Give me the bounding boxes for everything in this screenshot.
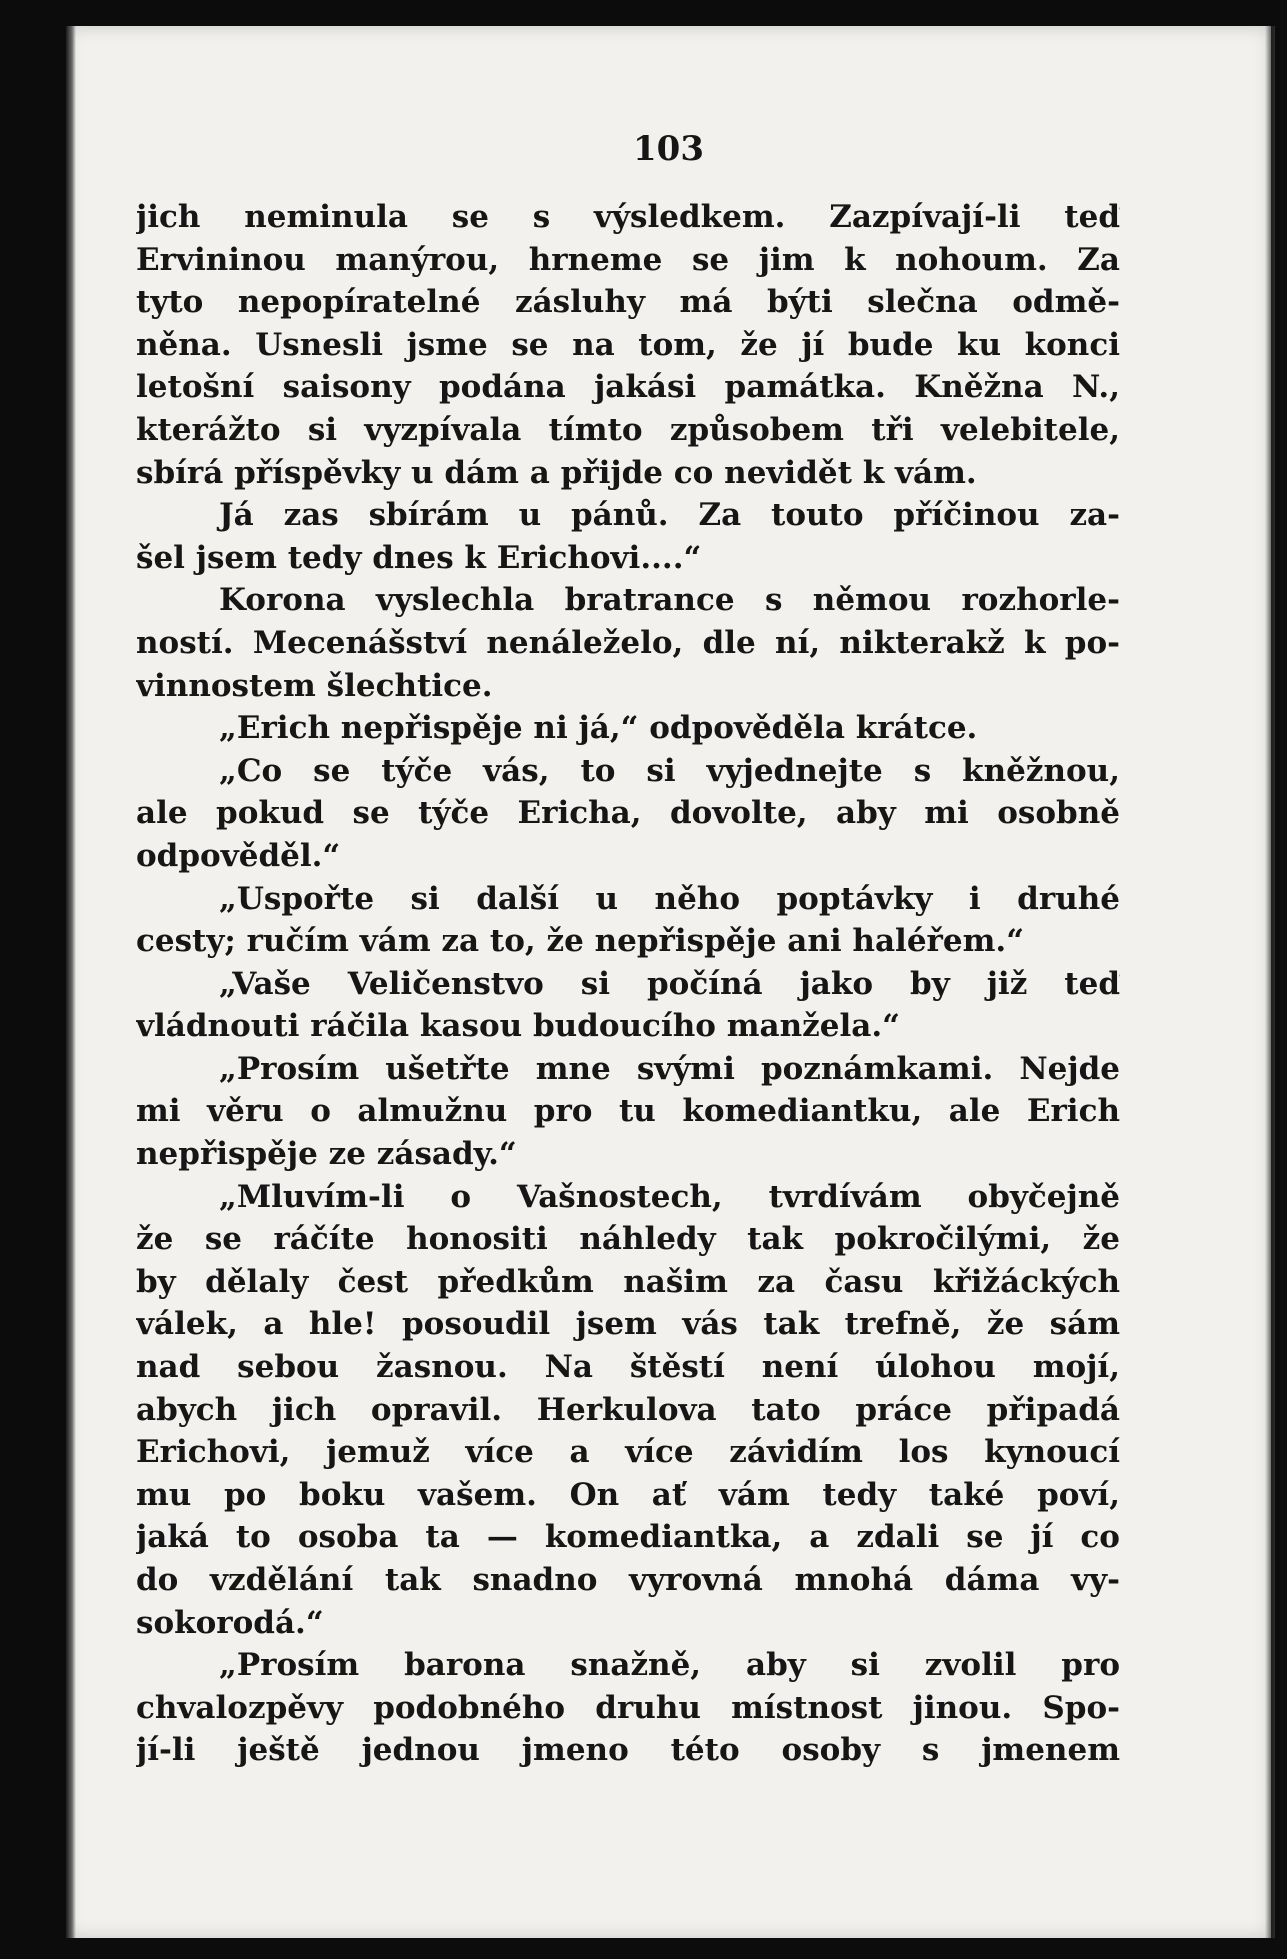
- text-line: jich neminula se s výsledkem. Zazpívají-li teď: [136, 199, 1120, 235]
- page-gutter-shadow: [66, 26, 76, 1938]
- text-line: ale pokud se týče Ericha, dovolte, aby mi osobně: [136, 795, 1120, 832]
- text-line: „Prosím barona snažně, aby si zvolil pro: [219, 1647, 1120, 1684]
- text-line: něna. Usnesli jsme se na tom, že jí bude ku konci: [136, 326, 1120, 363]
- page-edge-shadow: [1265, 26, 1275, 1938]
- text-line: sbírá příspěvky u dám a přijde co nevidět k vám.: [136, 454, 977, 491]
- text-line: „Mluvím-li o Vašnostech, tvrdívám obyčejně: [219, 1178, 1120, 1215]
- text-line: šel jsem tedy dnes k Erichovi....“: [136, 539, 702, 576]
- text-line: mu po boku vašem. On ať vám tedy také poví,: [136, 1476, 1120, 1513]
- text-line: ností. Mecenášství nenáleželo, dle ní, nikterakž k po-: [136, 624, 1120, 661]
- text-line: nad sebou žasnou. Na štěstí není úlohou mojí,: [136, 1349, 1120, 1386]
- text-line: „Uspořte si další u něho poptávky i druhé: [219, 880, 1120, 917]
- text-line: jaká to osoba ta — komediantka, a zdali se jí co: [136, 1519, 1120, 1556]
- text-line: tyto nepopíratelné zásluhy má býti slečna odmě-: [136, 284, 1120, 321]
- page-number: 103: [633, 129, 704, 169]
- text-line: abych jich opravil. Herkulova tato práce připadá: [136, 1391, 1120, 1428]
- text-line: „Erich nepřispěje ni já,“ odpověděla krátce.: [219, 710, 978, 747]
- text-line: Ervininou manýrou, hrneme se jim k nohoum. Za: [136, 241, 1120, 278]
- text-line: cesty; ručím vám za to, že nepřispěje ani haléřem.“: [136, 923, 1025, 960]
- text-line: mi věru o almužnu pro tu komediantku, ale Erich: [136, 1093, 1120, 1130]
- body-text: [136, 196, 1120, 1772]
- text-line: „Prosím ušetřte mne svými poznámkami. Nejde: [219, 1050, 1120, 1087]
- text-line: „Co se týče vás, to si vyjednejte s kněžnou,: [219, 752, 1120, 789]
- text-line: že se ráčíte honositi náhledy tak pokročilými, že: [136, 1221, 1120, 1258]
- text-line: válek, a hle! posoudil jsem vás tak trefně, že sám: [136, 1306, 1120, 1343]
- text-line: odpověděl.“: [136, 837, 341, 874]
- text-line: Erichovi, jemuž více a více závidím los kynoucí: [136, 1434, 1120, 1471]
- text-line: letošní saisony podána jakási památka. Kněžna N.,: [136, 369, 1120, 406]
- text-line: sokorodá.“: [136, 1604, 324, 1641]
- text-line: Korona vyslechla bratrance s němou rozhorle-: [219, 582, 1120, 619]
- text-line: by dělaly čest předkům našim za času křižáckých: [136, 1263, 1120, 1300]
- text-line: do vzdělání tak snadno vyrovná mnohá dáma vy-: [136, 1562, 1120, 1598]
- text-line: nepřispěje ze zásady.“: [136, 1136, 517, 1173]
- text-line: kterážto si vyzpívala tímto způsobem tři velebitele,: [136, 411, 1120, 448]
- text-line: „Vaše Veličenstvo si počíná jako by již teď: [219, 965, 1120, 1002]
- text-line: jí-li ještě jednou jmeno této osoby s jmenem: [136, 1732, 1120, 1769]
- text-line: vinnostem šlechtice.: [136, 667, 493, 704]
- text-line: chvalozpěvy podobného druhu místnost jinou. Spo-: [136, 1689, 1120, 1726]
- text-line: Já zas sbírám u pánů. Za touto příčinou za-: [219, 497, 1120, 534]
- text-line: vládnouti ráčila kasou budoucího manžela.“: [136, 1008, 900, 1045]
